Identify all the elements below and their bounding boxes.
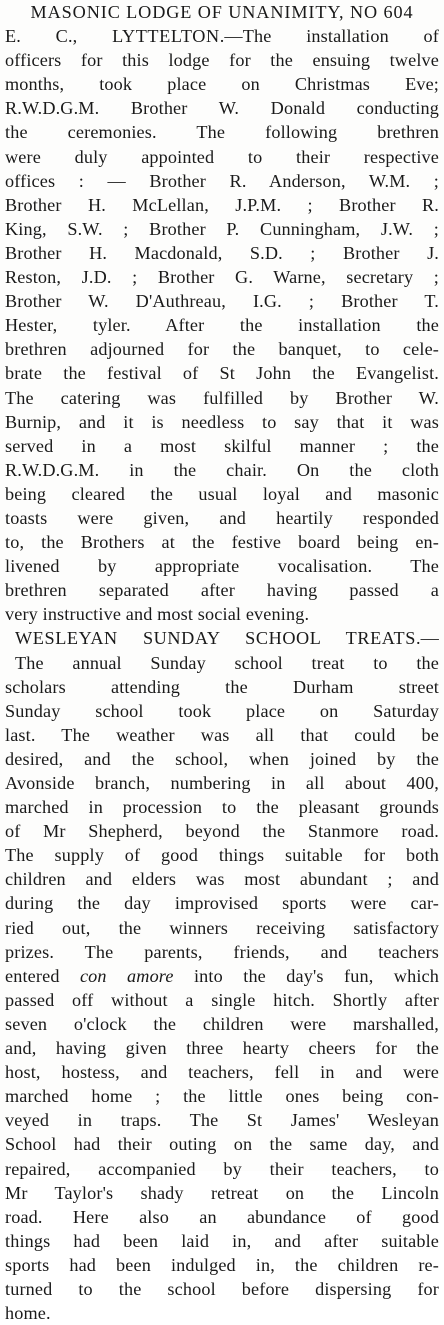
text-line: Hester, tyler. After the installation the (5, 315, 439, 336)
run-in-heading: LYTTELTON (112, 26, 220, 47)
text-line: very instructive and most social evening. (5, 604, 310, 625)
text-line: Brother H. McLellan, J.P.M. ; Brother R. (5, 194, 439, 215)
text-line: School had their outing on the same day, and (5, 1134, 439, 1155)
text-line: ried out, the winners receiving satisfactory (5, 917, 439, 938)
text-line: The annual Sunday school treat to the (15, 652, 439, 673)
text-line: of Mr Shepherd, beyond the Stanmore road. (5, 821, 439, 842)
article-wesleyan-treats (5, 626, 439, 1325)
text-line: marched in procession to the pleasant grounds (5, 797, 439, 818)
text-run: .—The installation of (219, 26, 439, 47)
run-in-heading: WESLEYAN SUNDAY SCHOOL TREATS (15, 628, 416, 649)
text-line: Avonside branch, numbering in all about 400, (5, 773, 439, 793)
text-line: things had been laid in, and after suitable (5, 1230, 439, 1251)
text-line: The supply of good things suitable for both (5, 845, 439, 866)
text-line: brethren adjourned for the banquet, to cele- (5, 339, 439, 360)
text-run: E. C., (5, 26, 113, 47)
text-line (5, 964, 439, 988)
article-column (5, 0, 439, 1325)
text-line: children and elders was most abundant ; and (5, 869, 439, 890)
text-line: Burnip, and it is needless to say that it was (5, 411, 439, 432)
text-line: R.W.D.G.M. in the chair. On the cloth (5, 459, 439, 480)
text-line: home. (5, 1303, 51, 1324)
italic-phrase: con amore (79, 965, 174, 986)
text-line: passed off without a single hitch. Shortly after (5, 989, 439, 1010)
text-line: officers for this lodge for the ensuing twelve (5, 50, 439, 71)
text-line: during the day improvised sports were car- (5, 893, 439, 914)
article-masonic-lodge (5, 0, 439, 626)
text-line: offices : — Brother R. Anderson, W.M. ; (5, 170, 439, 191)
text-run: .— (415, 628, 439, 649)
text-line: repaired, accompanied by their teachers, to (5, 1158, 439, 1179)
text-line: seven o'clock the children were marshalled, (5, 1013, 439, 1034)
text-line: and, having given three hearty cheers for the (5, 1038, 439, 1059)
text-run: into the day's fun, which (173, 965, 439, 986)
text-line (5, 626, 439, 650)
text-line: the ceremonies. The following brethren (5, 122, 439, 143)
text-line: months, took place on Christmas Eve; (5, 74, 439, 95)
text-line: Reston, J.D. ; Brother G. Warne, secretary ; (5, 267, 439, 288)
text-line: brate the festival of St John the Evangelist. (5, 363, 439, 384)
text-line: Sunday school took place on Saturday (5, 700, 439, 721)
text-line: King, S.W. ; Brother P. Cunningham, J.W. ; (5, 218, 439, 239)
text-line: to, the Brothers at the festive board being en- (5, 532, 439, 553)
text-line: The catering was fulfilled by Brother W. (5, 387, 439, 408)
text-line: marched home ; the little ones being con- (5, 1086, 439, 1107)
text-line: Brother H. Macdonald, S.D. ; Brother J. (5, 242, 439, 263)
text-run: entered (5, 965, 80, 986)
text-line: Mr Taylor's shady retreat on the Lincoln (5, 1182, 439, 1203)
text-line: last. The weather was all that could be (5, 724, 439, 745)
text-line: toasts were given, and heartily responded (5, 507, 439, 528)
text-line: were duly appointed to their respective (5, 146, 439, 167)
text-line: desired, and the school, when joined by the (5, 748, 439, 769)
text-line: Brother W. D'Authreau, I.G. ; Brother T. (5, 291, 439, 312)
text-line: sports had been indulged in, the children re- (5, 1254, 439, 1275)
text-line: brethren separated after having passed a (5, 580, 439, 601)
text-line: scholars attending the Durham street (5, 676, 439, 697)
text-line (5, 24, 439, 48)
article-headline: MASONIC LODGE OF UNANIMITY, NO 604 (30, 2, 414, 22)
text-line: turned to the school before dispersing for (5, 1278, 439, 1299)
text-line: R.W.D.G.M. Brother W. Donald conducting (5, 98, 439, 119)
text-line: host, hostess, and teachers, fell in and were (5, 1062, 439, 1083)
text-line: served in a most skilful manner ; the (5, 435, 439, 456)
text-line: being cleared the usual loyal and masonic (5, 483, 439, 504)
text-line: livened by appropriate vocalisation. The (5, 556, 439, 577)
text-line: veyed in traps. The St James' Wesleyan (5, 1110, 439, 1131)
text-line: road. Here also an abundance of good (5, 1206, 439, 1227)
text-line: prizes. The parents, friends, and teachers (5, 941, 439, 962)
